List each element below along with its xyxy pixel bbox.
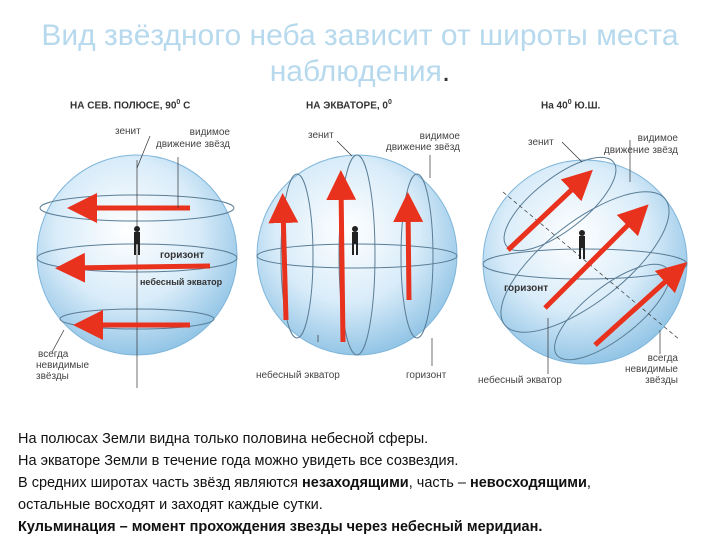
label-motion-line1: видимое [189, 127, 230, 138]
text-line-5-culmination: Кульминация – момент прохождения звезды через небесный меридиан. [18, 519, 543, 535]
degree-sup: 0 [387, 99, 392, 106]
label-invisible-line3: звёзды [36, 371, 69, 382]
label-motion-line2: движение звёзд [385, 142, 460, 153]
label-invisible-line3: звёзды [645, 375, 678, 386]
text-line-4: остальные восходят и заходят каждые сутки. [18, 497, 323, 513]
heading-text: На 40 [541, 100, 568, 112]
degree-sup: 0 [176, 99, 181, 106]
label-celestial-equator: небесный экватор [256, 370, 340, 381]
label-invisible-line2: невидимые [36, 360, 90, 371]
degree-sup: 0 [567, 99, 572, 106]
label-motion-line1: видимое [637, 133, 678, 144]
label-horizon: горизонт [504, 283, 549, 294]
label-zenith: зенит [308, 130, 334, 141]
label-zenith: зенит [115, 126, 141, 137]
label-motion-line2: движение звёзд [155, 139, 230, 150]
term-never-rising: невосходящими [469, 475, 587, 491]
explanation-text [18, 428, 708, 538]
star-path-arrow [283, 208, 286, 320]
star-path-arrow [341, 185, 343, 342]
heading-text: НА ЭКВАТОРЕ, 0 [306, 100, 388, 112]
label-horizon: горизонт [406, 370, 447, 381]
star-path-arrow [408, 207, 409, 300]
text-line-1: На полюсах Земли видна только половина небесной сферы. [18, 431, 429, 447]
star-path-arrow [70, 266, 210, 268]
figure-heading-north-pole [70, 99, 190, 111]
label-motion-line2: движение звёзд [603, 145, 678, 156]
heading-tail: Ю.Ш. [571, 100, 601, 112]
label-invisible-line2: невидимые [624, 364, 678, 375]
figure-heading-equator [306, 99, 392, 111]
figure-heading-40-south [541, 99, 600, 111]
sphere-equator [257, 141, 457, 366]
text-line-3-c: , часть – [408, 475, 470, 491]
label-zenith: зенит [528, 137, 554, 148]
slide-title-period: . [441, 55, 451, 88]
heading-tail: С [180, 100, 191, 112]
text-line-3-a: В средних широтах часть звёзд являются [18, 475, 302, 491]
text-line-3-e: , [586, 475, 591, 491]
text-line-2: На экваторе Земли в течение года можно увидеть все созвездия. [18, 453, 459, 469]
slide-title-text: Вид звёздного неба зависит от широты места наблюдения [41, 19, 679, 88]
term-circumpolar: незаходящими [302, 475, 409, 491]
text-line-3 [18, 472, 708, 494]
label-invisible-line1: всегда [38, 349, 69, 360]
label-horizon: горизонт [160, 250, 205, 261]
label-celestial-equator: небесный экватор [478, 375, 562, 386]
sphere-40-south [480, 140, 690, 376]
label-celestial-equator: небесный экватор [140, 277, 223, 287]
label-motion-line1: видимое [419, 131, 460, 142]
heading-text: НА СЕВ. ПОЛЮСЕ, 90 [70, 100, 177, 112]
label-invisible-line1: всегда [647, 353, 678, 364]
